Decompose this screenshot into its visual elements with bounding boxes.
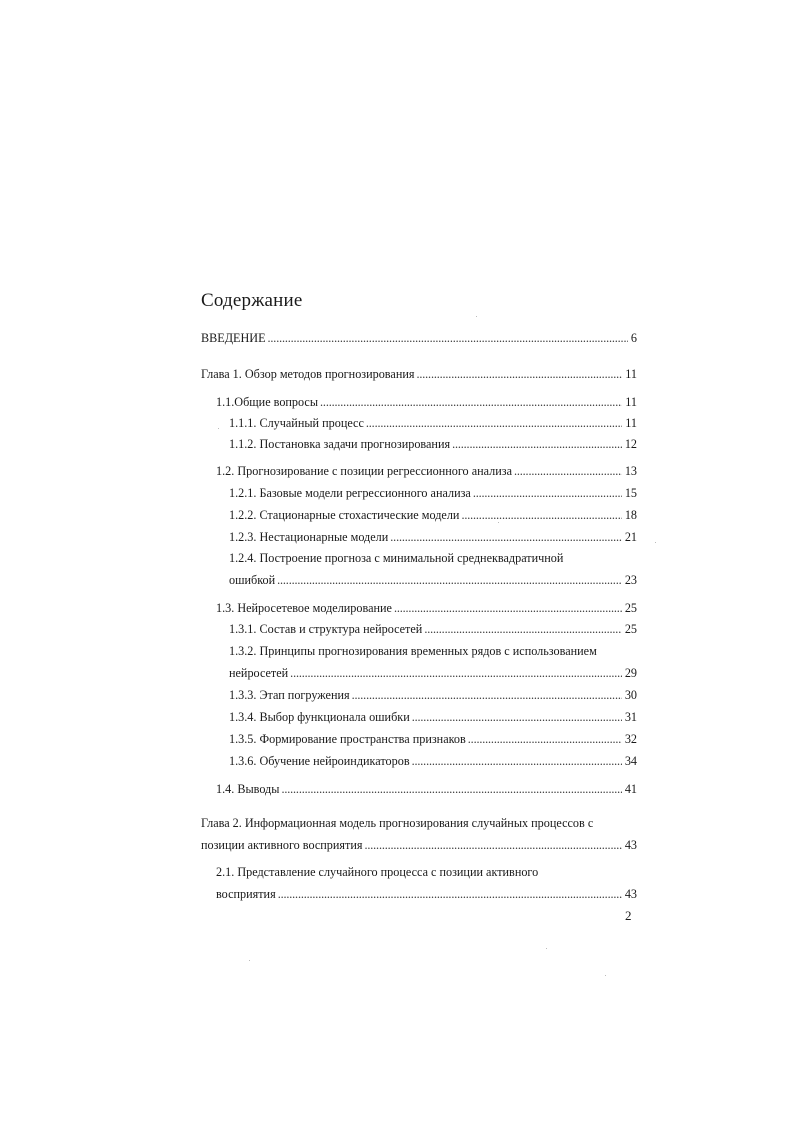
toc-leader-dots — [366, 416, 622, 430]
toc-entry-page: 29 — [624, 666, 637, 680]
toc-entry-label: 1.3.5. Формирование пространства признаков — [229, 732, 466, 746]
toc-entry-1-2 — [216, 464, 637, 478]
toc-entry-page: 32 — [624, 732, 637, 746]
toc-leader-dots — [416, 367, 622, 381]
toc-entry-label: 1.2. Прогнозирование с позиции регрессионного анализа — [216, 464, 512, 478]
toc-leader-dots — [452, 437, 622, 451]
toc-entry-page: 11 — [625, 395, 637, 409]
toc-entry-chapter-1 — [201, 367, 637, 381]
toc-entry-1-1-2 — [229, 437, 637, 451]
page-number: 2 — [625, 908, 632, 923]
toc-entry-page: 25 — [624, 601, 637, 615]
toc-entry-page: 25 — [624, 622, 637, 636]
toc-entry-label: Глава 1. Обзор методов прогнозирования — [201, 367, 415, 381]
toc-leader-dots — [390, 530, 622, 544]
toc-entry-2-1-line1: 2.1. Представление случайного процесса с позиции активного — [216, 865, 539, 879]
toc-leader-dots — [473, 486, 622, 500]
toc-entry-page: 6 — [630, 331, 637, 345]
toc-entry-page: 11 — [625, 367, 637, 381]
toc-entry-1-3-6 — [229, 754, 637, 768]
toc-entry-1-3-2-line1: 1.3.2. Принципы прогнозирования временных рядов с использованием — [229, 644, 597, 658]
toc-entry-page: 21 — [624, 530, 637, 544]
toc-entry-label: ВВЕДЕНИЕ — [201, 331, 266, 345]
toc-leader-dots — [277, 573, 622, 587]
toc-entry-label: 1.2.2. Стационарные стохастические модели — [229, 508, 460, 522]
toc-entry-page: 31 — [624, 710, 637, 724]
toc-leader-dots — [268, 331, 628, 345]
toc-entry-label: 1.2.1. Базовые модели регрессионного анализа — [229, 486, 471, 500]
toc-entry-label: 1.1.Общие вопросы — [216, 395, 319, 409]
toc-entry-page: 18 — [624, 508, 637, 522]
toc-leader-dots — [394, 601, 622, 615]
toc-leader-dots — [352, 688, 622, 702]
toc-leader-dots — [320, 395, 622, 409]
scan-speck — [605, 975, 606, 976]
toc-leader-dots — [468, 732, 622, 746]
toc-entry-1-2-3 — [229, 530, 637, 544]
toc-entry-1-3 — [216, 601, 637, 615]
toc-entry-1-3-2 — [229, 666, 637, 680]
toc-leader-dots — [424, 622, 622, 636]
toc-entry-page: 15 — [624, 486, 637, 500]
toc-entry-1-3-1 — [229, 622, 637, 636]
toc-entry-1-1-1 — [229, 416, 637, 430]
toc-entry-label: восприятия — [216, 887, 276, 901]
toc-leader-dots — [278, 887, 622, 901]
toc-entry-label: 1.1.1. Случайный процесс — [229, 416, 364, 430]
toc-entry-2-1 — [216, 887, 637, 901]
toc-entry-1-1 — [216, 395, 637, 409]
toc-entry-page: 13 — [624, 464, 637, 478]
toc-leader-dots — [364, 838, 621, 852]
toc-entry-label: 1.3.3. Этап погружения — [229, 688, 350, 702]
scan-speck — [249, 960, 250, 961]
toc-entry-1-3-4 — [229, 710, 637, 724]
toc-entry-page: 43 — [624, 838, 637, 852]
toc-leader-dots — [281, 782, 621, 796]
toc-leader-dots — [461, 508, 621, 522]
toc-entry-1-2-2 — [229, 508, 637, 522]
toc-entry-page: 41 — [624, 782, 637, 796]
toc-entry-label: 1.3.6. Обучение нейроиндикаторов — [229, 754, 410, 768]
toc-entry-label: 1.3.4. Выбор функционала ошибки — [229, 710, 410, 724]
toc-entry-1-2-4-line1: 1.2.4. Построение прогноза с минимальной среднеквадратичной — [229, 551, 564, 565]
toc-leader-dots — [514, 464, 622, 478]
toc-entry-page: 23 — [624, 573, 637, 587]
toc-entry-page: 30 — [624, 688, 637, 702]
scan-speck — [655, 542, 656, 543]
toc-entry-introduction — [201, 331, 637, 345]
toc-entry-1-3-5 — [229, 732, 637, 746]
scan-speck — [498, 522, 499, 523]
toc-entry-label: нейросетей — [229, 666, 289, 680]
toc-entry-label: 1.1.2. Постановка задачи прогнозирования — [229, 437, 451, 451]
toc-entry-1-4 — [216, 782, 637, 796]
toc-entry-1-2-1 — [229, 486, 637, 500]
toc-entry-label: 1.2.3. Нестационарные модели — [229, 530, 389, 544]
toc-entry-label: 1.3.1. Состав и структура нейросетей — [229, 622, 423, 636]
toc-entry-page: 43 — [624, 887, 637, 901]
toc-leader-dots — [412, 710, 622, 724]
toc-entry-chapter-2-line1: Глава 2. Информационная модель прогнозирования случайных процессов с — [201, 816, 594, 830]
toc-entry-label: ошибкой — [229, 573, 276, 587]
toc-entry-1-3-3 — [229, 688, 637, 702]
toc-entry-label: 1.3. Нейросетевое моделирование — [216, 601, 392, 615]
toc-entry-label: позиции активного восприятия — [201, 838, 363, 852]
toc-leader-dots — [290, 666, 622, 680]
toc-entry-label: 1.4. Выводы — [216, 782, 280, 796]
toc-leader-dots — [412, 754, 622, 768]
toc-entry-1-2-4 — [229, 573, 637, 587]
toc-entry-page: 34 — [624, 754, 637, 768]
scan-speck — [546, 948, 547, 949]
toc-entry-page: 11 — [625, 416, 637, 430]
toc-entry-page: 12 — [624, 437, 637, 451]
toc-entry-chapter-2 — [201, 838, 637, 852]
page-title: Содержание — [201, 290, 303, 311]
scan-speck — [476, 316, 477, 317]
scan-speck — [218, 428, 219, 429]
